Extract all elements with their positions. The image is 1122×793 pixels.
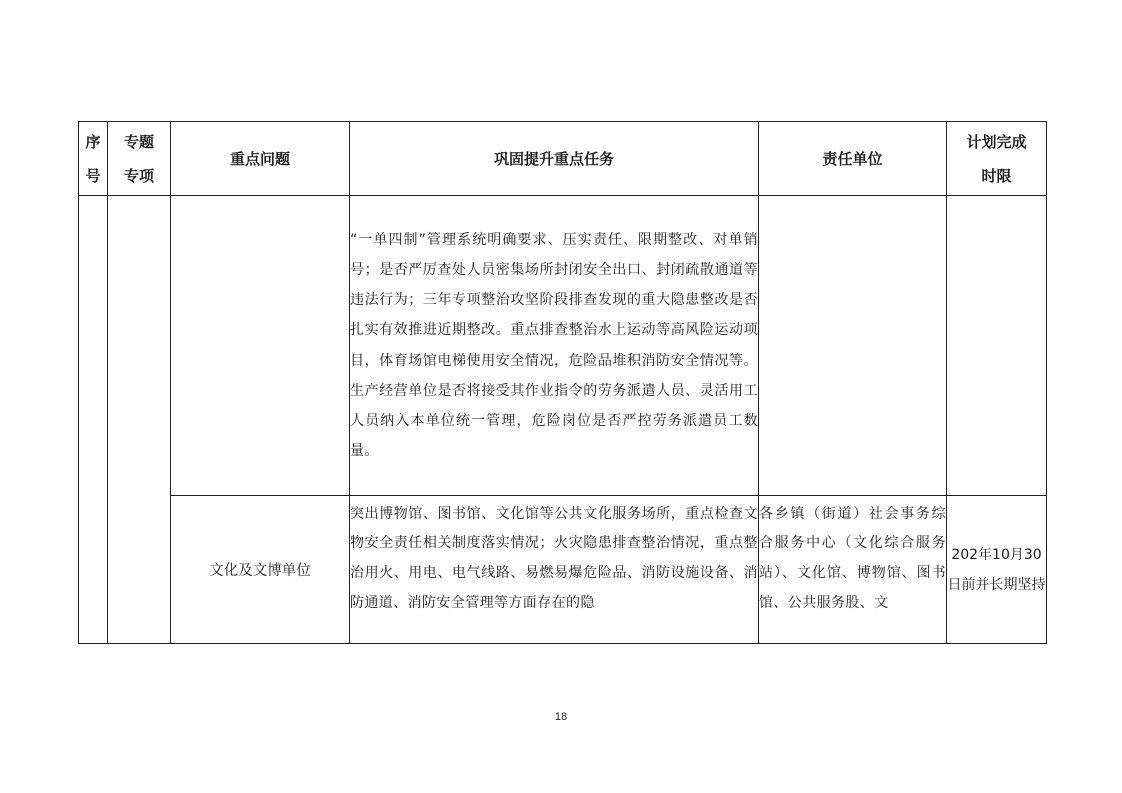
deadline-cell [947, 496, 1047, 644]
table-row [79, 196, 1047, 496]
unit-cell [759, 196, 947, 496]
task-cell: “一单四制”管理系统明确要求、压实责任、限期整改、对单销号；是否严厉查处人员密集场所封闭安全出口、封闭疏散通道等违法行为；三年专项整治攻坚阶段排查发现的重大隐患整改是否扎实有效推进近期整改。重点排查整治水上运动等高风险运动项目，体育场馆电梯使用安全情况，危险品堆积消防安全情况等。生产经营单位是否将接受其作业指令的劳务派遣人员、灵活用工人员纳入本单位统一管理，危险岗位是否严控劳务派遣员工数量。 [350, 196, 759, 496]
seq-cell [79, 196, 108, 644]
deadline-cell [947, 196, 1047, 496]
header-topic [108, 122, 171, 196]
header-deadline [947, 122, 1047, 196]
header-key-issue: 重点问题 [171, 122, 350, 196]
deadline-text: 202年10月30日前并长期坚持 [947, 546, 1046, 593]
unit-cell [759, 496, 947, 644]
task-table [78, 121, 1047, 644]
header-topic-line2: 专项 [123, 166, 154, 185]
key-issue-cell [171, 196, 350, 496]
table-header-row [79, 122, 1047, 196]
page-number: 18 [554, 711, 568, 723]
header-seq [79, 122, 108, 196]
header-deadline-line1: 计划完成 [966, 132, 1027, 151]
header-unit: 责任单位 [759, 122, 947, 196]
task-text: 突出博物馆、图书馆、文化馆等公共文化服务场所，重点检查文物安全责任相关制度落实情况；火灾隐患排查整治情况，重点整治用火、用电、电气线路、易燃易爆危险品、消防设施设备、消防通道、消防安全管理等方面存在的隐 [350, 505, 758, 611]
task-cell [350, 496, 759, 644]
header-task: 巩固提升重点任务 [350, 122, 759, 196]
header-seq-line1: 序 [85, 132, 101, 151]
header-seq-line2: 号 [85, 166, 101, 185]
header-deadline-line2: 时限 [981, 166, 1012, 185]
unit-text: 各乡镇（街道）社会事务综合服务中心（文化综合服务站）、文化馆、博物馆、图书馆、公共服务股、文 [759, 505, 946, 611]
header-topic-line1: 专题 [123, 132, 154, 151]
key-issue-cell: 文化及文博单位 [171, 496, 350, 644]
topic-cell [108, 196, 171, 644]
table-row [79, 496, 1047, 644]
